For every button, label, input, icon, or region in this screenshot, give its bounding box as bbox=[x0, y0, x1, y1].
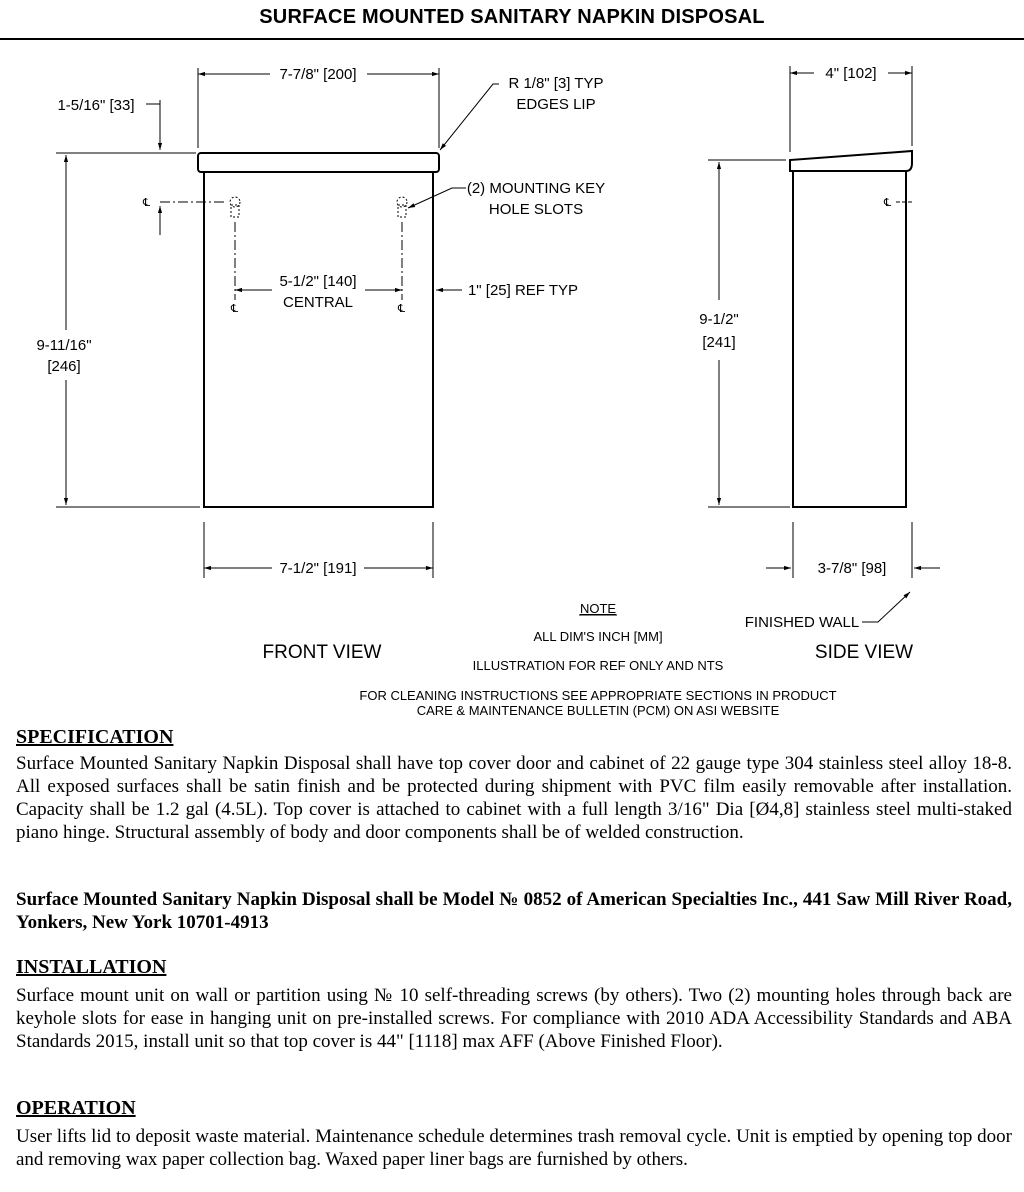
specification-heading: SPECIFICATION bbox=[16, 726, 174, 748]
keyhole-right bbox=[397, 197, 407, 217]
dim-side-depth-bottom: 3-7/8" [98] bbox=[817, 560, 887, 577]
centerline-symbol: ℄ bbox=[231, 303, 239, 315]
dim-ref-typ: 1" [25] REF TYP bbox=[467, 282, 579, 299]
model-statement: Surface Mounted Sanitary Napkin Disposal shall be Model № 0852 of American Specialties Inc., 441 Saw Mill River Road, Yonkers, New York 10701-4913 bbox=[16, 889, 1012, 933]
front-lid bbox=[198, 153, 439, 172]
finished-wall-label: FINISHED WALL bbox=[744, 614, 860, 631]
dim-hole-spacing-note: CENTRAL bbox=[282, 294, 354, 311]
cleaning-note-line-1: FOR CLEANING INSTRUCTIONS SEE APPROPRIATE SECTIONS IN PRODUCT bbox=[359, 688, 837, 703]
centerline-symbol: ℄ bbox=[143, 197, 151, 209]
page-title: SURFACE MOUNTED SANITARY NAPKIN DISPOSAL bbox=[259, 6, 765, 28]
installation-body: Surface mount unit on wall or partition using № 10 self-threading screws (by others). Two (2) mounting holes through back are keyhole slots for ease in hanging unit on pre-installed screws. For compliance with 2010 ADA Accessibility Standards and ABA Standards 2015, install unit so that top cover is 44" [1118] max AFF (Above Finished Floor). bbox=[16, 985, 1012, 1052]
specification-body: Surface Mounted Sanitary Napkin Disposal shall have top cover door and cabinet of 22 gauge type 304 stainless steel alloy 18-8. All exposed surfaces shall be satin finish and be protected during shipment with PVC film easily removable after installation. Capacity shall be 1.2 gal (4.5L). Top cover is attached to cabinet with a full length 3/16" Dia [Ø4,8] stainless steel multi-staked piano hinge. Structural assembly of body and door components shall be of welded construction. bbox=[16, 753, 1012, 843]
note-line-2: ILLUSTRATION FOR REF ONLY AND NTS bbox=[472, 658, 724, 673]
dim-edge-radius-note: EDGES LIP bbox=[516, 96, 596, 113]
side-body bbox=[793, 171, 906, 507]
dim-side-height-mm: [241] bbox=[702, 334, 736, 351]
dim-keyholes-note: HOLE SLOTS bbox=[488, 201, 584, 218]
front-view-label: FRONT VIEW bbox=[262, 642, 382, 663]
cleaning-note-line-2: CARE & MAINTENANCE BULLETIN (PCM) ON ASI WEBSITE bbox=[416, 703, 780, 718]
note-heading: NOTE bbox=[579, 601, 617, 616]
dim-lid-height: 1-5/16" [33] bbox=[57, 97, 135, 114]
technical-drawing bbox=[0, 40, 1024, 725]
dim-overall-height-mm: [246] bbox=[47, 358, 81, 375]
dim-bottom-width: 7-1/2" [191] bbox=[279, 560, 357, 577]
side-view bbox=[708, 66, 940, 622]
operation-heading: OPERATION bbox=[16, 1097, 136, 1119]
centerline-symbol: ℄ bbox=[398, 303, 406, 315]
dim-edge-radius: R 1/8" [3] TYP bbox=[508, 75, 604, 92]
dim-side-height: 9-1/2" bbox=[699, 311, 739, 328]
dim-top-width: 7-7/8" [200] bbox=[279, 66, 357, 83]
front-view bbox=[56, 68, 499, 578]
front-body bbox=[204, 172, 433, 507]
dim-hole-spacing: 5-1/2" [140] bbox=[279, 273, 357, 290]
centerline-symbol: ℄ bbox=[884, 197, 892, 209]
keyhole-left bbox=[230, 197, 240, 217]
dim-side-depth-top: 4" [102] bbox=[825, 65, 877, 82]
dim-overall-height: 9-11/16" bbox=[36, 337, 92, 354]
side-lid bbox=[790, 151, 912, 171]
dim-keyholes: (2) MOUNTING KEY bbox=[466, 180, 606, 197]
operation-body: User lifts lid to deposit waste material. Maintenance schedule determines trash removal cycle. Unit is emptied by opening top door and removing wax paper collection bag. Waxed paper liner bags are furnished by others. bbox=[16, 1126, 1012, 1170]
side-view-label: SIDE VIEW bbox=[814, 642, 914, 663]
installation-heading: INSTALLATION bbox=[16, 956, 167, 978]
note-line-1: ALL DIM'S INCH [MM] bbox=[533, 629, 663, 644]
